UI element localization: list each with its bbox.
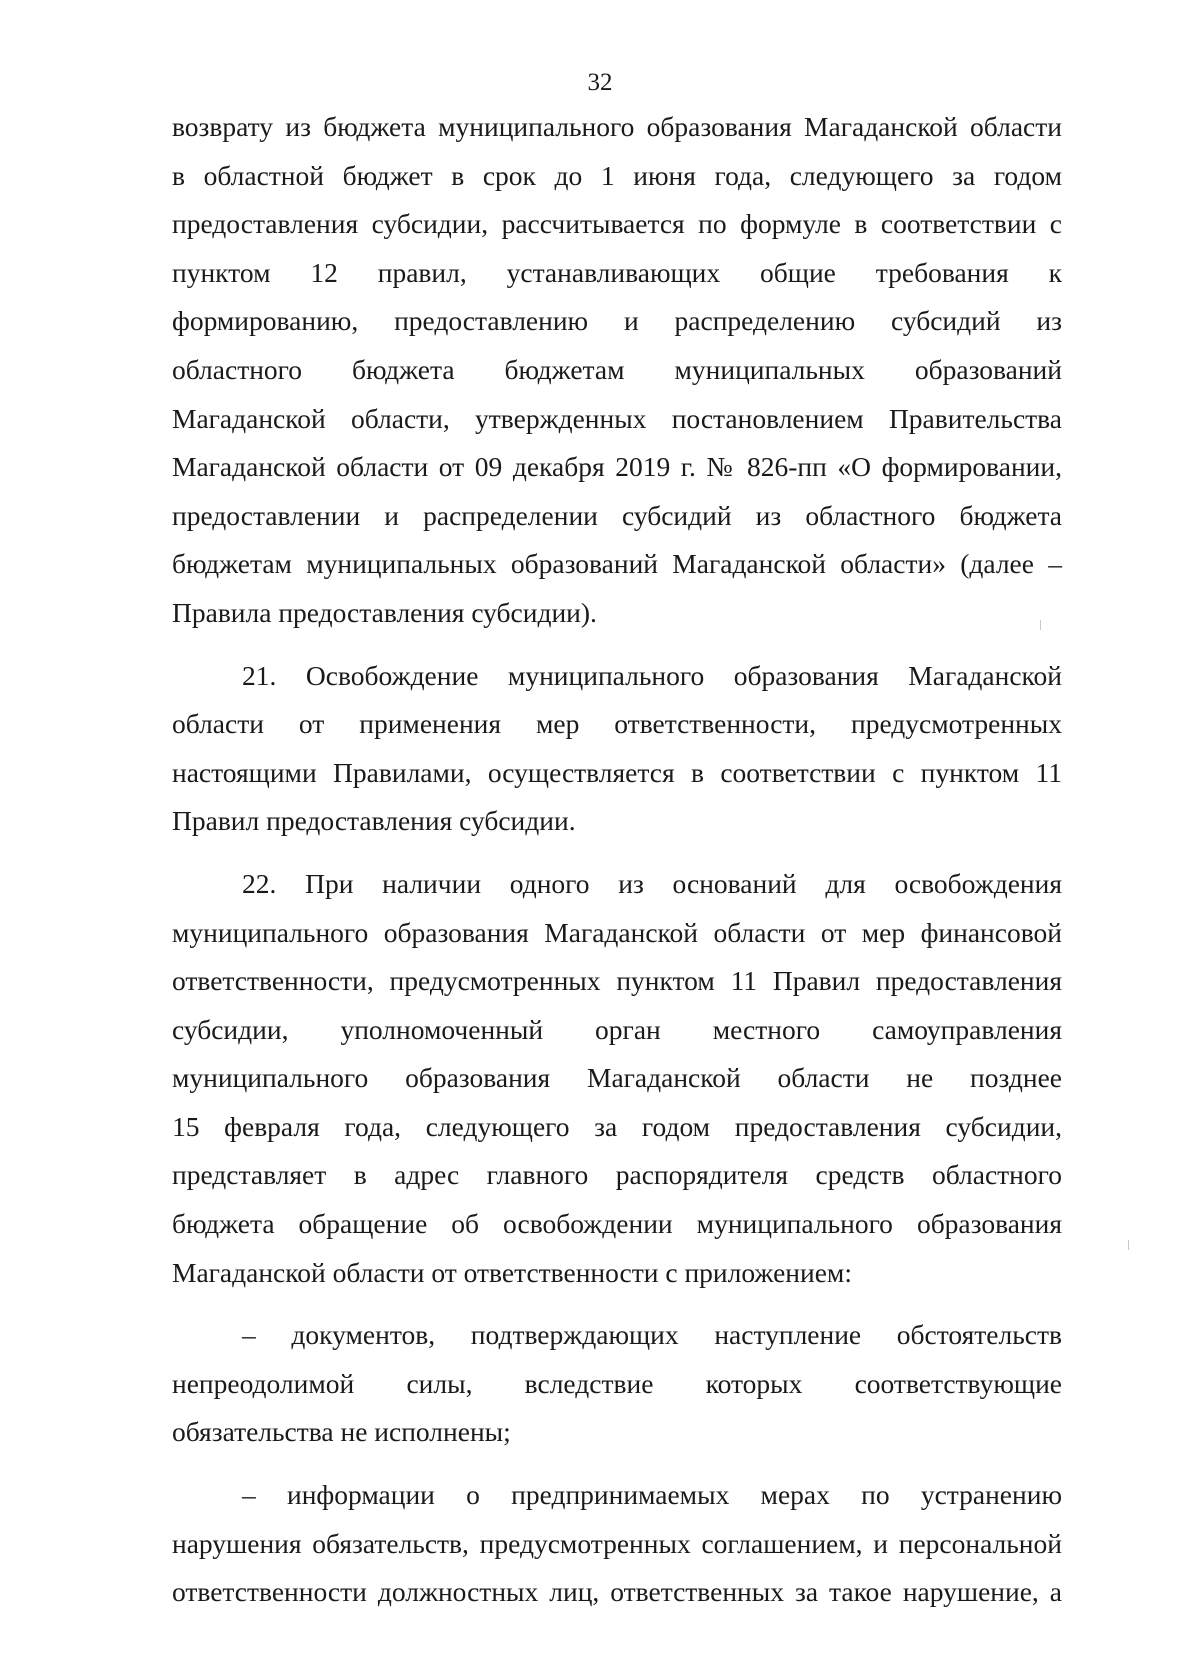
- text-line: бюджетам муниципальных образований Магаданской области» (далее –: [172, 548, 1062, 580]
- list-item-information: [172, 1471, 1062, 1617]
- text-line: области от применения мер ответственности, предусмотренных: [172, 708, 1062, 740]
- text-line: ответственности должностных лиц, ответственных за такое нарушение, а: [172, 1576, 1062, 1608]
- text-line: предоставления субсидии, рассчитывается по формуле в соответствии с: [172, 208, 1062, 240]
- text-line: обязательства не исполнены;: [172, 1416, 511, 1448]
- text-line: Правила предоставления субсидии).: [172, 596, 597, 628]
- scan-mark: [1040, 620, 1041, 630]
- text-line: 21. Освобождение муниципального образования Магаданской: [242, 659, 1062, 691]
- text-line: Правил предоставления субсидии.: [172, 805, 576, 837]
- text-line: 15 февраля года, следующего за годом предоставления субсидии,: [172, 1110, 1062, 1142]
- text-line: непреодолимой силы, вследствие которых соответствующие: [172, 1367, 1062, 1399]
- text-line: представляет в адрес главного распорядителя средств областного: [172, 1159, 1062, 1191]
- list-item-documents: [172, 1311, 1062, 1457]
- text-line: субсидии, уполномоченный орган местного самоуправления: [172, 1013, 1062, 1045]
- text-line: муниципального образования Магаданской области от мер финансовой: [172, 916, 1062, 948]
- text-line: бюджета обращение об освобождении муниципального образования: [172, 1208, 1062, 1240]
- text-line: в областной бюджет в срок до 1 июня года, следующего за годом: [172, 159, 1062, 191]
- text-line: нарушения обязательств, предусмотренных соглашением, и персональной: [172, 1527, 1062, 1559]
- text-line: муниципального образования Магаданской области не позднее: [172, 1062, 1062, 1094]
- text-line: Магаданской области, утвержденных постановлением Правительства: [172, 402, 1062, 434]
- text-line: пунктом 12 правил, устанавливающих общие требования к: [172, 256, 1062, 288]
- paragraph-21: [172, 652, 1062, 846]
- paragraph-1: [172, 103, 1062, 638]
- paragraph-22: [172, 860, 1062, 1297]
- text-line: ответственности, предусмотренных пунктом 11 Правил предоставления: [172, 965, 1062, 997]
- text-line: Магаданской области от ответственности с приложением:: [172, 1256, 852, 1288]
- page-number: 32: [587, 69, 613, 96]
- text-line: формированию, предоставлению и распределению субсидий из: [172, 305, 1062, 337]
- text-line: – документов, подтверждающих наступление обстоятельств: [242, 1319, 1062, 1351]
- text-line: Магаданской области от 09 декабря 2019 г. № 826-пп «О формировании,: [172, 451, 1062, 483]
- text-line: предоставлении и распределении субсидий из областного бюджета: [172, 499, 1062, 531]
- text-line: – информации о предпринимаемых мерах по устранению: [242, 1479, 1062, 1511]
- text-line: настоящими Правилами, осуществляется в соответствии с пунктом 11: [172, 756, 1062, 788]
- scan-mark: [1128, 1240, 1129, 1250]
- text-line: 22. При наличии одного из оснований для освобождения: [242, 867, 1062, 899]
- text-line: областного бюджета бюджетам муниципальных образований: [172, 353, 1062, 385]
- document-body: [172, 103, 1062, 1617]
- text-line: возврату из бюджета муниципального образования Магаданской области: [172, 111, 1062, 142]
